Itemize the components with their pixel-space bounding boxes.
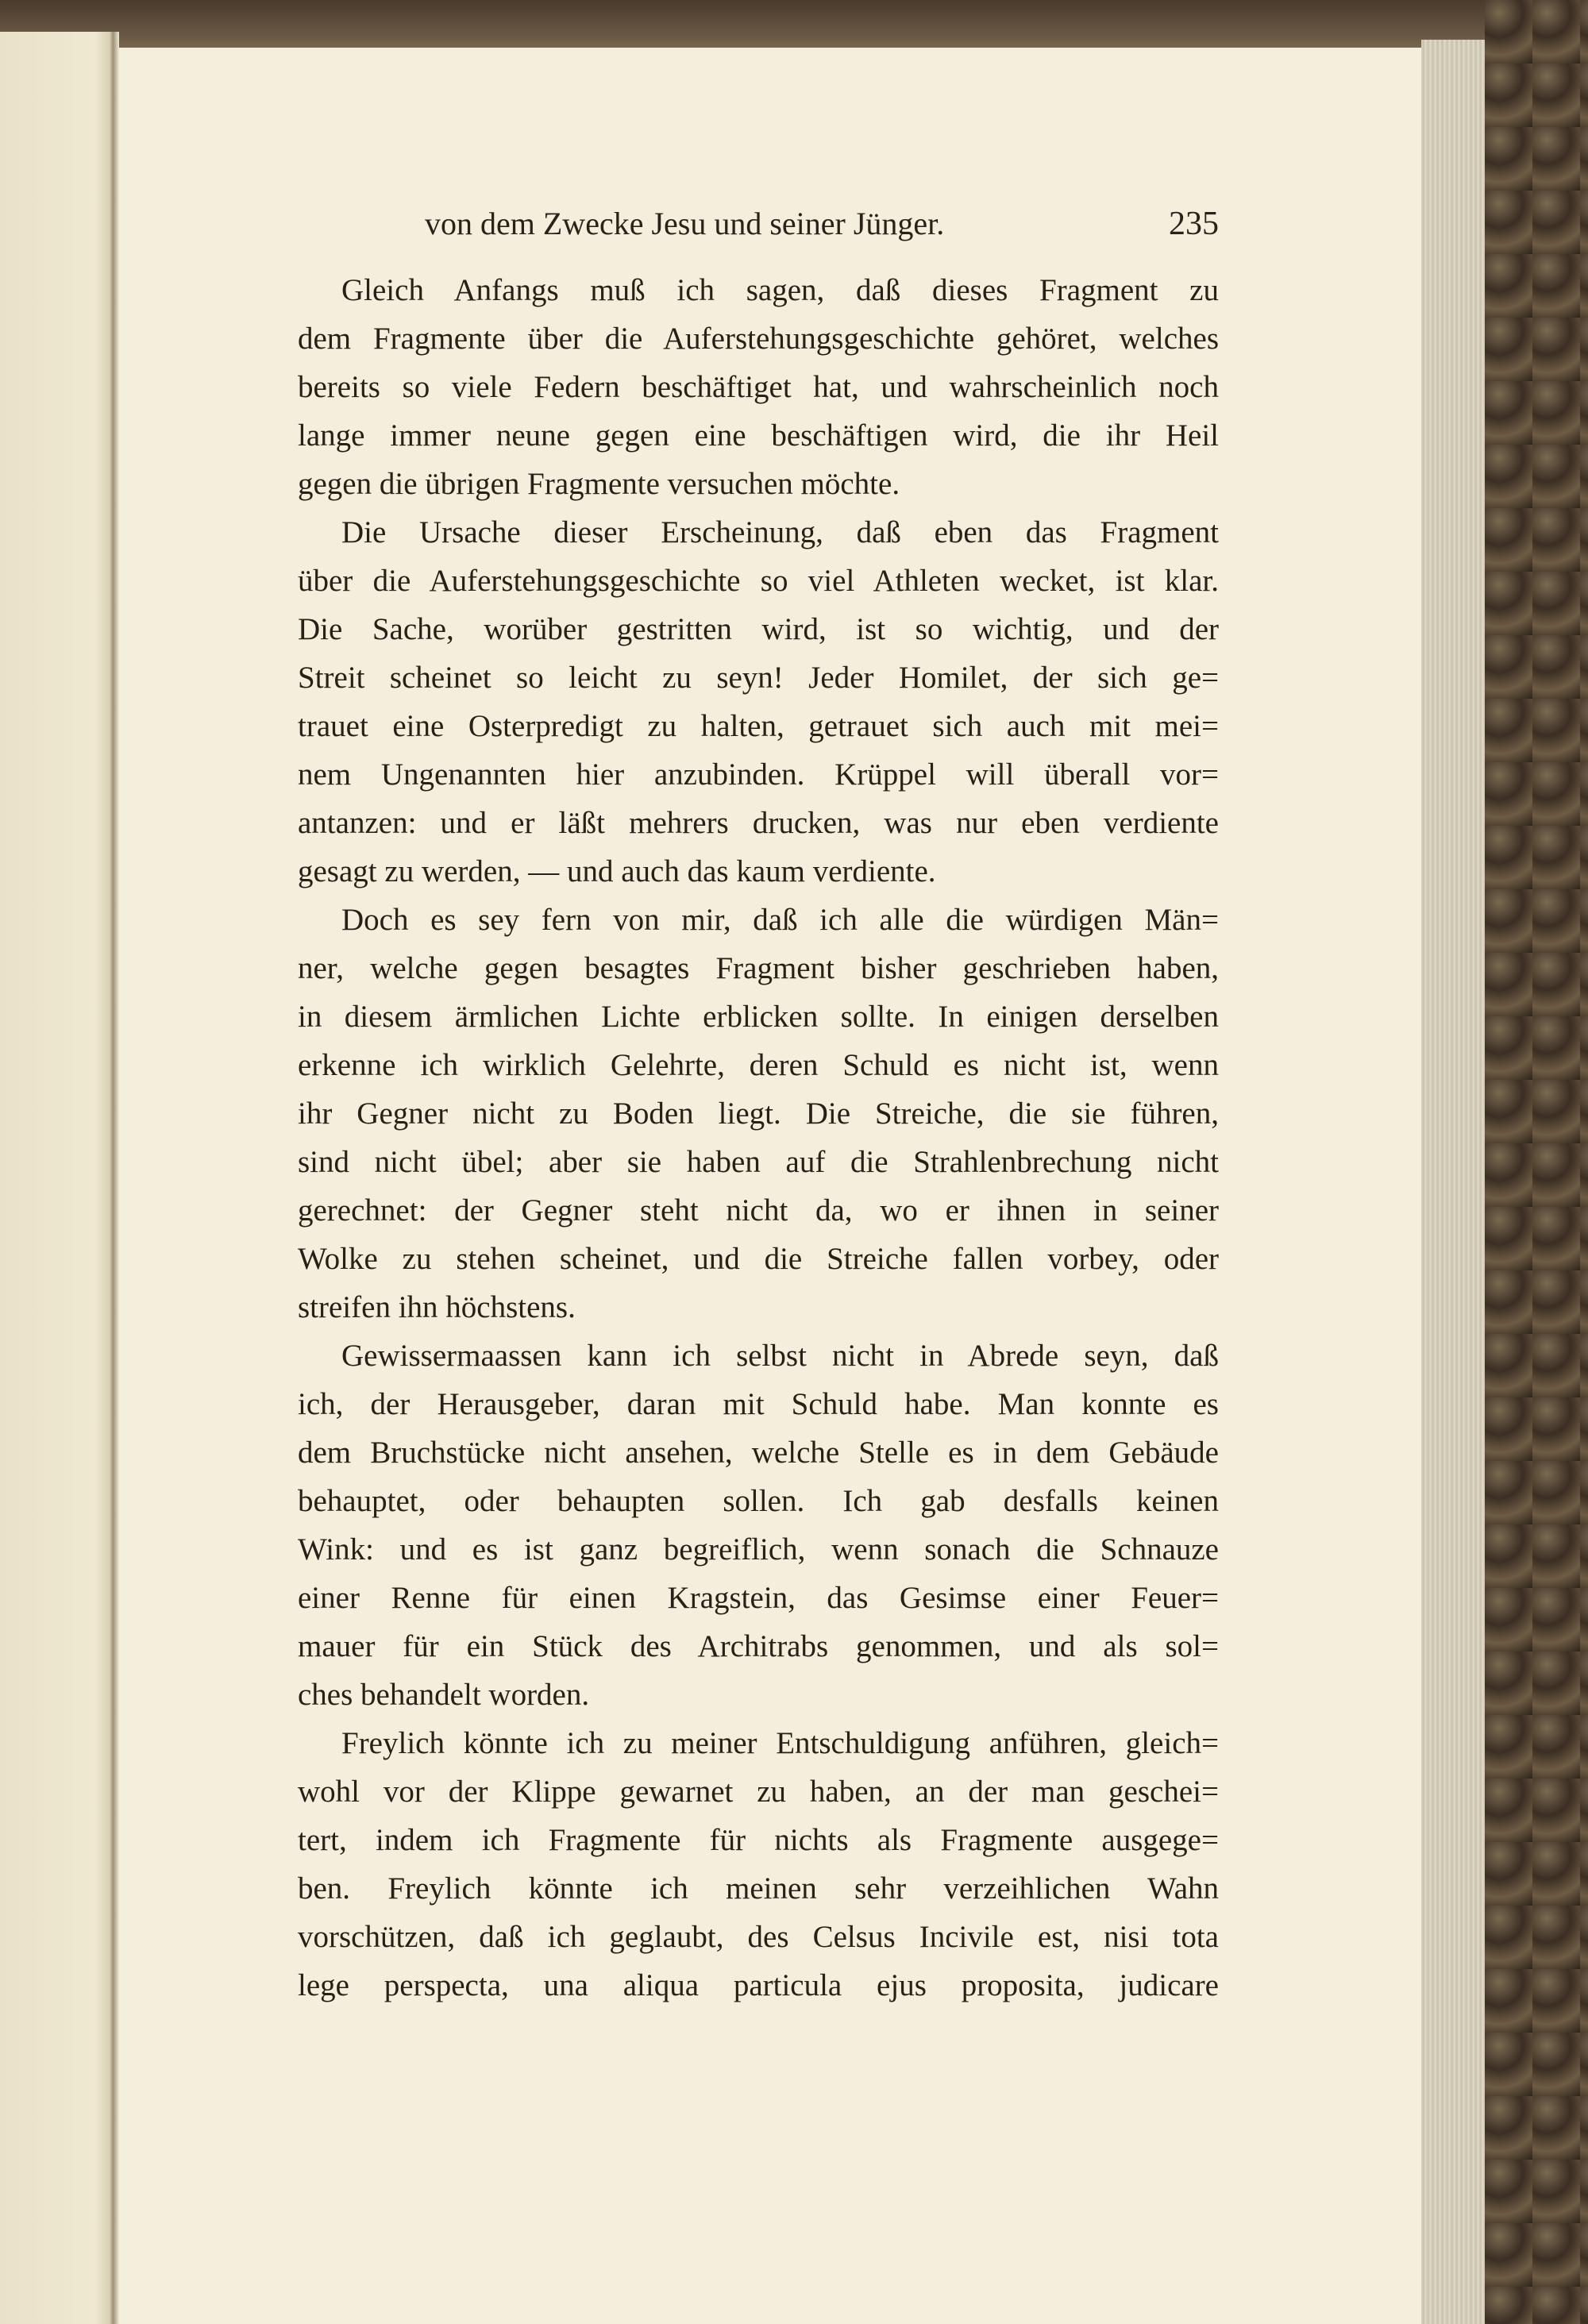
- text-line: wohl vor der Klippe gewarnet zu haben, an der man geschei=: [298, 1775, 1219, 1809]
- text-line: lege perspecta, una aliqua particula ejus proposita, judicare: [298, 1968, 1219, 2002]
- text-line: Wink: und es ist ganz begreiflich, wenn sonach die Schnauze: [298, 1532, 1219, 1567]
- text-line: dem Fragmente über die Auferstehungsgeschichte gehöret, welches: [298, 322, 1219, 356]
- text-line: gesagt zu werden, — und auch das kaum verdiente.: [298, 854, 936, 888]
- text-line: über die Auferstehungsgeschichte so viel Athleten wecket, ist klar.: [298, 564, 1219, 598]
- text-line: Die Ursache dieser Erscheinung, daß eben das Fragment: [341, 515, 1219, 549]
- text-line: ner, welche gegen besagtes Fragment bisher geschrieben haben,: [298, 951, 1219, 985]
- text-line: trauet eine Osterpredigt zu halten, getrauet sich auch mit mei=: [298, 709, 1219, 743]
- text-line: ben. Freylich könnte ich meinen sehr verzeihlichen Wahn: [298, 1871, 1219, 1906]
- text-line: dem Bruchstücke nicht ansehen, welche Stelle es in dem Gebäude: [298, 1436, 1219, 1470]
- text-line: Gleich Anfangs muß ich sagen, daß dieses Fragment zu: [341, 273, 1219, 307]
- text-line: vorschützen, daß ich geglaubt, des Celsus Incivile est, nisi tota: [298, 1920, 1219, 1954]
- text-line: Gewissermaassen kann ich selbst nicht in Abrede seyn, daß: [341, 1339, 1219, 1373]
- book-gutter: [0, 32, 119, 2324]
- text-line: streifen ihn höchstens.: [298, 1290, 576, 1324]
- text-line: erkenne ich wirklich Gelehrte, deren Schuld es nicht ist, wenn: [298, 1048, 1219, 1082]
- text-line: antanzen: und er läßt mehrers drucken, was nur eben verdiente: [298, 806, 1219, 840]
- text-line: sind nicht übel; aber sie haben auf die Strahlenbrechung nicht: [298, 1145, 1219, 1179]
- text-line: behauptet, oder behaupten sollen. Ich gab desfalls keinen: [298, 1484, 1219, 1518]
- text-line: gerechnet: der Gegner steht nicht da, wo er ihnen in seiner: [298, 1193, 1219, 1228]
- text-line: Wolke zu stehen scheinet, und die Streiche fallen vorbey, oder: [298, 1242, 1219, 1276]
- text-line: lange immer neune gegen eine beschäftigen wird, die ihr Heil: [298, 418, 1219, 453]
- text-line: bereits so viele Federn beschäftiget hat, und wahrscheinlich noch: [298, 370, 1219, 404]
- text-line: gegen die übrigen Fragmente versuchen möchte.: [298, 467, 900, 501]
- page-number: 235: [1169, 206, 1219, 242]
- text-line: tert, indem ich Fragmente für nichts als Fragmente ausgege=: [298, 1823, 1219, 1857]
- page-block-edge: [1421, 40, 1485, 2324]
- text-line: ich, der Herausgeber, daran mit Schuld habe. Man konnte es: [298, 1387, 1219, 1421]
- text-line: ihr Gegner nicht zu Boden liegt. Die Streiche, die sie führen,: [298, 1096, 1219, 1131]
- body-text: [298, 266, 1219, 2010]
- text-line: mauer für ein Stück des Architrabs genommen, und als sol=: [298, 1629, 1219, 1663]
- text-line: Doch es sey fern von mir, daß ich alle die würdigen Män=: [341, 903, 1219, 937]
- text-line: Freylich könnte ich zu meiner Entschuldigung anführen, gleich=: [341, 1726, 1219, 1760]
- text-line: einer Renne für einen Kragstein, das Gesimse einer Feuer=: [298, 1581, 1219, 1615]
- text-line: ches behandelt worden.: [298, 1678, 590, 1712]
- text-line: Streit scheinet so leicht zu seyn! Jeder Homilet, der sich ge=: [298, 661, 1219, 695]
- text-line: in diesem ärmlichen Lichte erblicken sollte. In einigen derselben: [298, 1000, 1219, 1034]
- running-title: von dem Zwecke Jesu und seiner Jünger.: [425, 206, 945, 241]
- page-header: [298, 205, 1219, 252]
- marbled-cover-edge: [1485, 0, 1588, 2324]
- text-line: Die Sache, worüber gestritten wird, ist so wichtig, und der: [298, 612, 1219, 646]
- text-line: nem Ungenannten hier anzubinden. Krüppel will überall vor=: [298, 757, 1219, 792]
